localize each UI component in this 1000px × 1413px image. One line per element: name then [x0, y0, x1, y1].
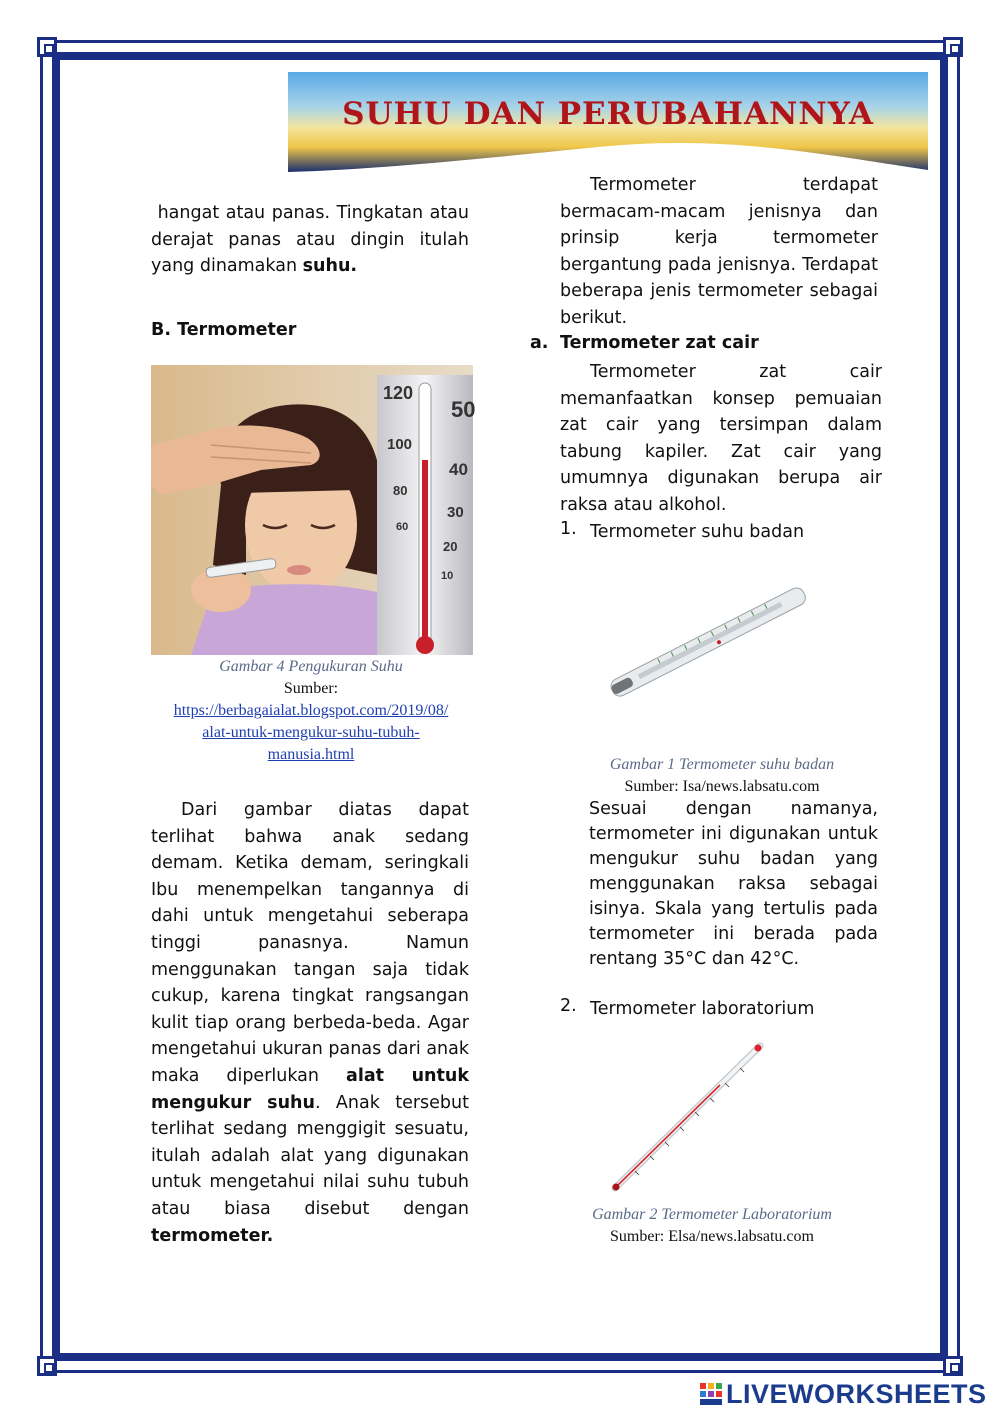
term-suhu: suhu.: [302, 256, 358, 277]
scale-tick-40: 40: [449, 460, 468, 479]
figure-4-caption: [140, 656, 482, 766]
left-body-paragraph: Dari gambar diatas dapat terlihat bahwa anak sedang demam. Ketika demam, seringkali Ibu menempelkan tangannya di dahi untuk mengetahui seberapa tinggi panasnya. Namun menggunakan tangan saja tidak cukup, karena tingkat rangsangan kulit tiap orang berbeda-beda. Agar mengetahui ukuran panas dari anak maka diperlukan alat untuk mengukur suhu. Anak tersebut terlihat sedang menggigit sesuatu, itulah adalah alat yang digunakan untuk mengetahui nilai suhu tubuh atau biasa disebut dengan termometer.: [151, 800, 469, 1246]
figure-4-source-link-line-2[interactable]: alat-untuk-mengukur-suhu-tubuh-: [202, 724, 420, 741]
figure-4-source-link-line-1[interactable]: https://berbagaialat.blogspot.com/2019/08/: [173, 702, 449, 719]
scale-tick-20: 20: [443, 539, 458, 554]
term-termometer: termometer.: [151, 1225, 274, 1246]
term-alat-ukur: alat untuk mengukur suhu: [151, 1065, 469, 1113]
figure-1-caption: [552, 754, 892, 798]
photo-child-fever: [151, 365, 476, 655]
item-2-marker: 2.: [560, 996, 577, 1016]
item-1-heading: Termometer suhu badan: [590, 522, 805, 542]
scale-tick-50: 50: [451, 397, 476, 422]
figure-4-source-link-line-3[interactable]: manusia.html: [267, 746, 355, 763]
liveworksheets-logo: [700, 1378, 987, 1410]
right-intro-paragraph: Termometer terdapat bermacam-macam jenisnya dan prinsip kerja termometer bergantung pada jenisnya. Terdapat beberapa jenis termometer sebagai berikut.: [560, 175, 878, 328]
scale-tick-80: 80: [393, 483, 408, 498]
figure-1-title: Gambar 1 Termometer suhu badan: [609, 756, 835, 773]
sub-a-marker: a.: [530, 333, 549, 353]
sub-a-paragraph: Termometer zat cair memanfaatkan konsep pemuaian zat cair yang tersimpan dalam tabung kapiler. Zat cair yang umumnya digunakan berupa air raksa atau alkohol.: [560, 362, 882, 515]
scale-tick-120: 120: [383, 383, 414, 403]
left-intro-paragraph: hangat atau panas. Tingkatan atau derajat panas atau dingin itulah yang dinamakan suhu.: [151, 203, 469, 277]
image-body-thermometer: [605, 580, 815, 700]
figure-4-source-label: Sumber:: [283, 680, 339, 697]
frame-corner-top-right: [943, 37, 963, 57]
image-lab-thermometer: [600, 1038, 780, 1198]
page-title: SUHU DAN PERUBAHANNYA: [342, 96, 874, 132]
item-1-marker: 1.: [560, 519, 577, 539]
section-heading-termometer: B. Termometer: [151, 320, 297, 340]
scale-tick-60: 60: [396, 521, 409, 533]
item-1-paragraph: Sesuai dengan namanya, termometer ini digunakan untuk mengukur suhu badan yang menggunakan raksa sebagai isinya. Skala yang tertulis pada termometer ini berada pada rentang 35°C dan 42°C.: [589, 799, 878, 969]
figure-2-title: Gambar 2 Termometer Laboratorium: [592, 1206, 832, 1223]
figure-2-source: Sumber: Elsa/news.labsatu.com: [610, 1228, 814, 1245]
liveworksheets-logo-text: LIVEWORKSHEETS: [726, 1378, 987, 1409]
item-2-heading: Termometer laboratorium: [590, 999, 815, 1019]
frame-corner-bottom-right: [943, 1356, 963, 1376]
figure-1-source: Sumber: Isa/news.labsatu.com: [624, 778, 820, 795]
liveworksheets-logo-icon: [700, 1383, 722, 1405]
scale-tick-100: 100: [387, 436, 413, 453]
title-banner: [288, 72, 928, 172]
figure-4-title: Gambar 4 Pengukuran Suhu: [219, 658, 403, 675]
frame-corner-top-left: [37, 37, 57, 57]
sub-a-heading: Termometer zat cair: [560, 333, 759, 353]
frame-corner-bottom-left: [37, 1356, 57, 1376]
scale-tick-30: 30: [447, 504, 464, 521]
scale-tick-10: 10: [441, 570, 454, 582]
figure-2-caption: [540, 1204, 884, 1248]
